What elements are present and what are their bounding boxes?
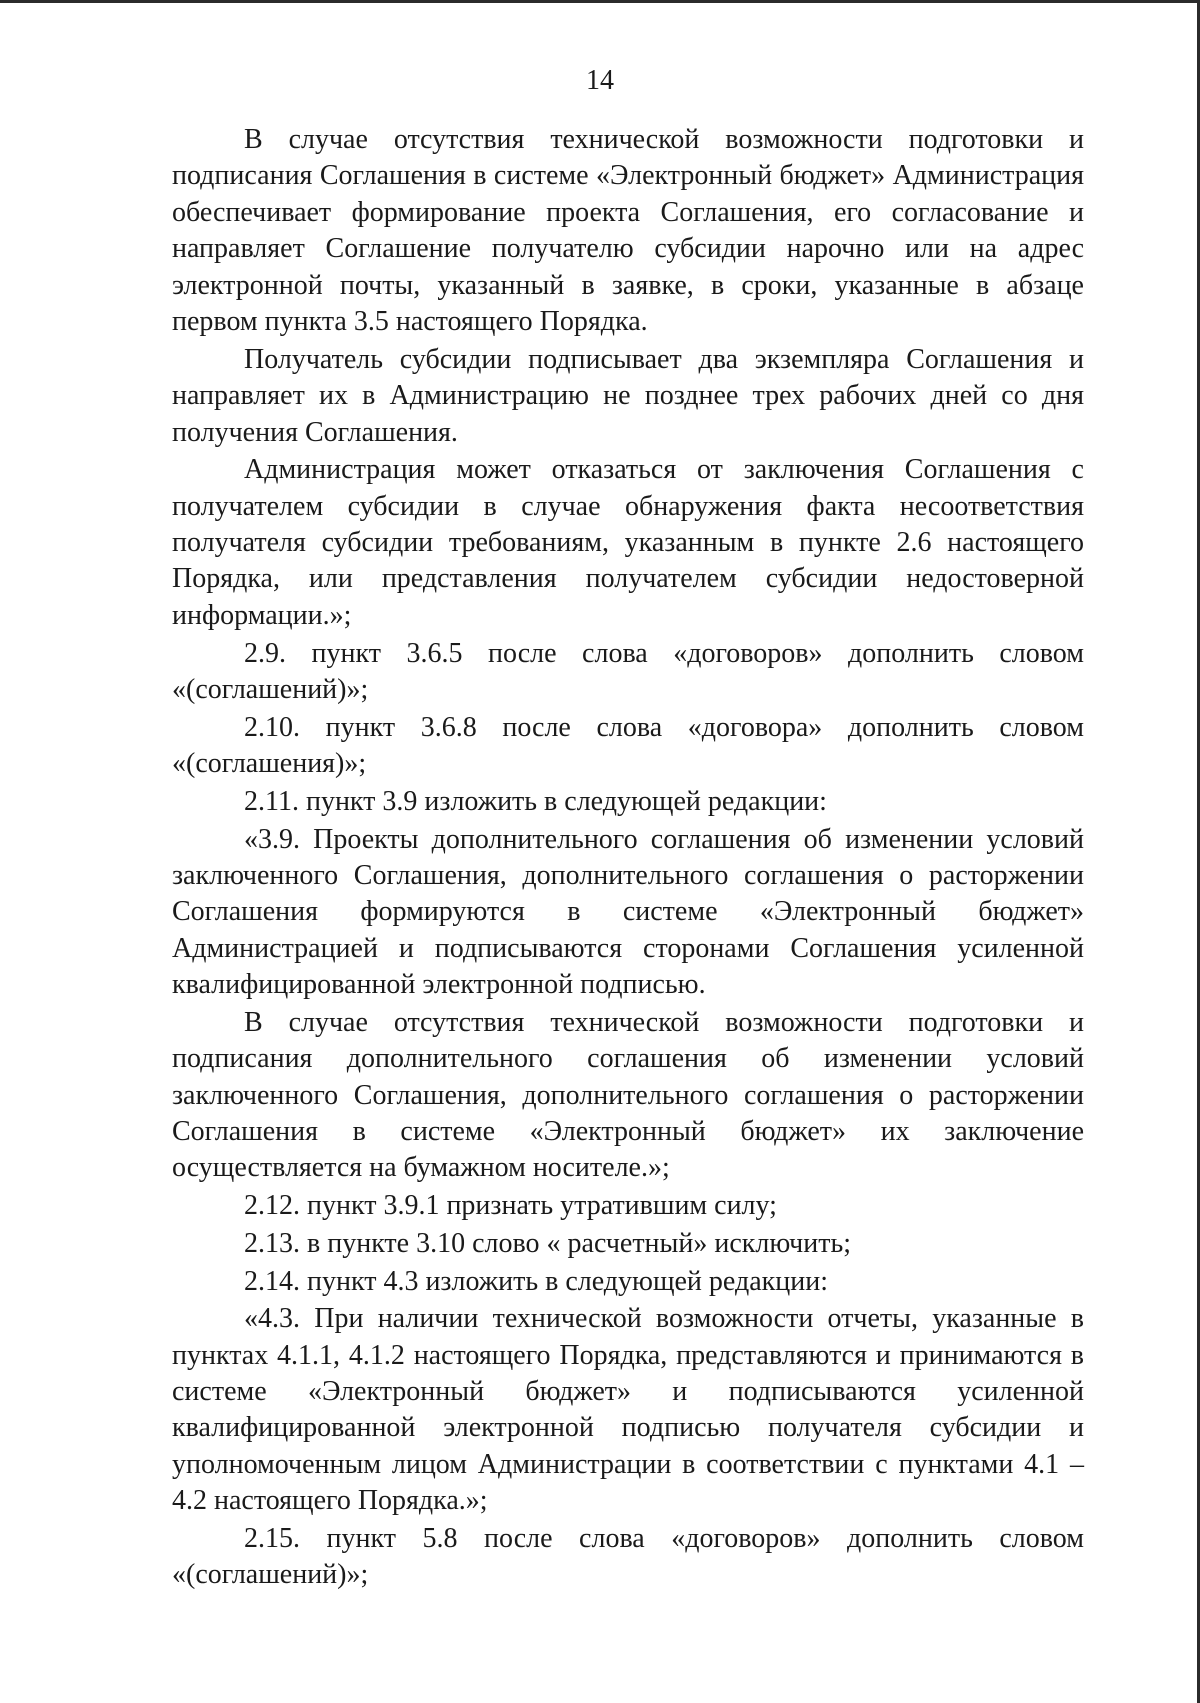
document-body [172,122,1084,1595]
paragraph-item-2-14: 2.14. пункт 4.3 изложить в следующей редакции: [244,1265,828,1297]
paragraph-administration-may-refuse: Администрация может отказаться от заключения Соглашения с получателем субсидии в случае обнаружения факта несоответствия получателя субсидии требованиям, указанным в пункте 2.6 настоящего Порядка, или представления получателем субсидии недостоверной информации.»; [172,454,1084,631]
paragraph-item-2-13: 2.13. в пункте 3.10 слово « расчетный» исключить; [244,1227,852,1259]
paragraph-no-technical-possibility: В случае отсутствия технической возможности подготовки и подписания Соглашения в системе «Электронный бюджет» Администрация обеспечивает формирование проекта Соглашения, его согласование и направляет Соглашение получателю субсидии нарочно или на адрес электронной почты, указанный в заявке, в сроки, указанные в абзаце первом пункта 3.5 настоящего Порядка. [172,124,1084,338]
paragraph-item-2-12: 2.12. пункт 3.9.1 признать утратившим силу; [244,1190,777,1222]
page-number: 14 [586,65,614,96]
paragraph-item-2-9: 2.9. пункт 3.6.5 после слова «договоров» дополнить словом «(соглашений)»; [172,637,1084,705]
paragraph-item-2-15: 2.15. пункт 5.8 после слова «договоров» дополнить словом «(соглашений)»; [172,1523,1084,1591]
paragraph-item-2-10: 2.10. пункт 3.6.8 после слова «договора» дополнить словом «(соглашения)»; [172,711,1084,780]
paragraph-clause-4-3: «4.3. При наличии технической возможности отчеты, указанные в пунктах 4.1.1, 4.1.2 настоящего Порядка, представляются и принимаются в системе «Электронный бюджет» и подписываются усиленной квалифицированной электронной подписью получателя субсидии и уполномоченным лицом Администрации в соответствии с пунктами 4.1 – 4.2 настоящего Порядка.»; [172,1303,1084,1517]
scan-edge-top [0,0,1200,3]
paragraph-clause-3-9-paper: В случае отсутствия технической возможности подготовки и подписания дополнительного соглашения об изменении условий заключенного Соглашения, дополнительного соглашения о расторжении Соглашения в системе «Электронный бюджет» их заключение осуществляется на бумажном носителе.»; [172,1006,1084,1184]
paragraph-clause-3-9: «3.9. Проекты дополнительного соглашения об изменении условий заключенного Соглашения, дополнительного соглашения о расторжении Соглашения формируются в системе «Электронный бюджет» Администрацией и подписываются сторонами Соглашения усиленной квалифицированной электронной подписью. [172,823,1084,1001]
paragraph-recipient-signs: Получатель субсидии подписывает два экземпляра Соглашения и направляет их в Администрацию не позднее трех рабочих дней со дня получения Соглашения. [172,343,1084,448]
paragraph-item-2-11: 2.11. пункт 3.9 изложить в следующей редакции: [244,785,827,817]
